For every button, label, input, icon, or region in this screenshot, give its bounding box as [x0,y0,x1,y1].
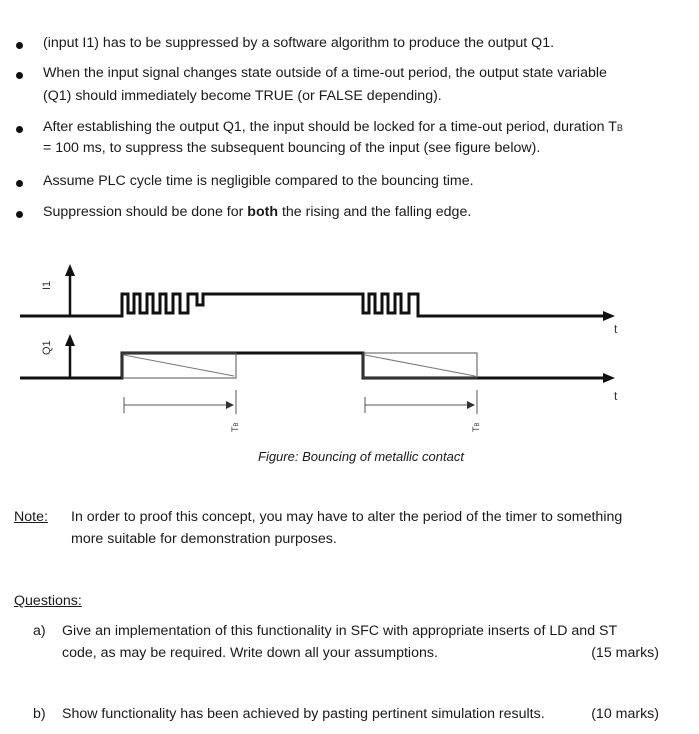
bullet-2-line-2: (Q1) should immediately become TRUE (or FALSE depending). [43,88,442,104]
q1-label: Q1 [41,340,53,355]
i1-waveform [20,294,606,316]
bullet-4-line-1: Assume PLC cycle time is negligible compared to the bouncing time. [43,173,474,189]
timer-ramp-rising [124,355,234,376]
question-a-marks: (15 marks) [591,645,659,661]
question-a-line-1: Give an implementation of this functionality in SFC with appropriate inserts of LD and ST [62,623,618,639]
q1-waveform [20,353,606,378]
bullet-5-bold: both [247,204,279,220]
q1-x-arrow [603,373,615,383]
question-b-line-1: Show functionality has been achieved by pasting pertinent simulation results. [62,706,545,722]
note-label: Note: [14,509,48,525]
question-a-marker: a) [33,623,46,639]
note-line-1: In order to proof this concept, you may have to alter the period of the timer to something [71,509,623,525]
tb-arrowhead-2 [467,401,475,409]
bullet-5-prefix: Suppression should be done for [43,204,248,220]
tb-label-1: TB [230,422,240,432]
bullet-3-line-2: = 100 ms, to suppress the subsequent bouncing of the input (see figure below). [43,140,541,156]
questions-heading: Questions: [14,593,82,609]
tb-label-2: TB [471,422,481,432]
i1-label: I1 [41,280,53,290]
q1-time-label: t [614,389,618,403]
bullet-3-text: After establishing the output Q1, the input should be locked for a time-out period, duration T [43,119,617,135]
timer-ramp-falling [365,355,475,376]
i1-y-arrow [65,264,75,276]
question-b-marker: b) [33,706,46,722]
bullet-3-subscript: B [616,123,623,133]
i1-time-label: t [614,322,618,336]
figure-caption: Figure: Bouncing of metallic contact [258,449,464,464]
tb-arrowhead-1 [226,401,234,409]
i1-x-arrow [603,311,615,321]
bullet-1-line-1: (input I1) has to be suppressed by a software algorithm to produce the output Q1. [43,35,555,51]
q1-y-arrow [65,334,75,346]
note-line-2: more suitable for demonstration purposes. [71,531,337,547]
bullet-5-suffix: the rising and the falling edge. [278,204,472,220]
question-a-line-2: code, as may be required. Write down all your assumptions. [62,645,438,661]
bullet-2-line-1: When the input signal changes state outside of a time-out period, the output state variable [43,65,607,81]
question-b-marks: (10 marks) [591,706,659,722]
